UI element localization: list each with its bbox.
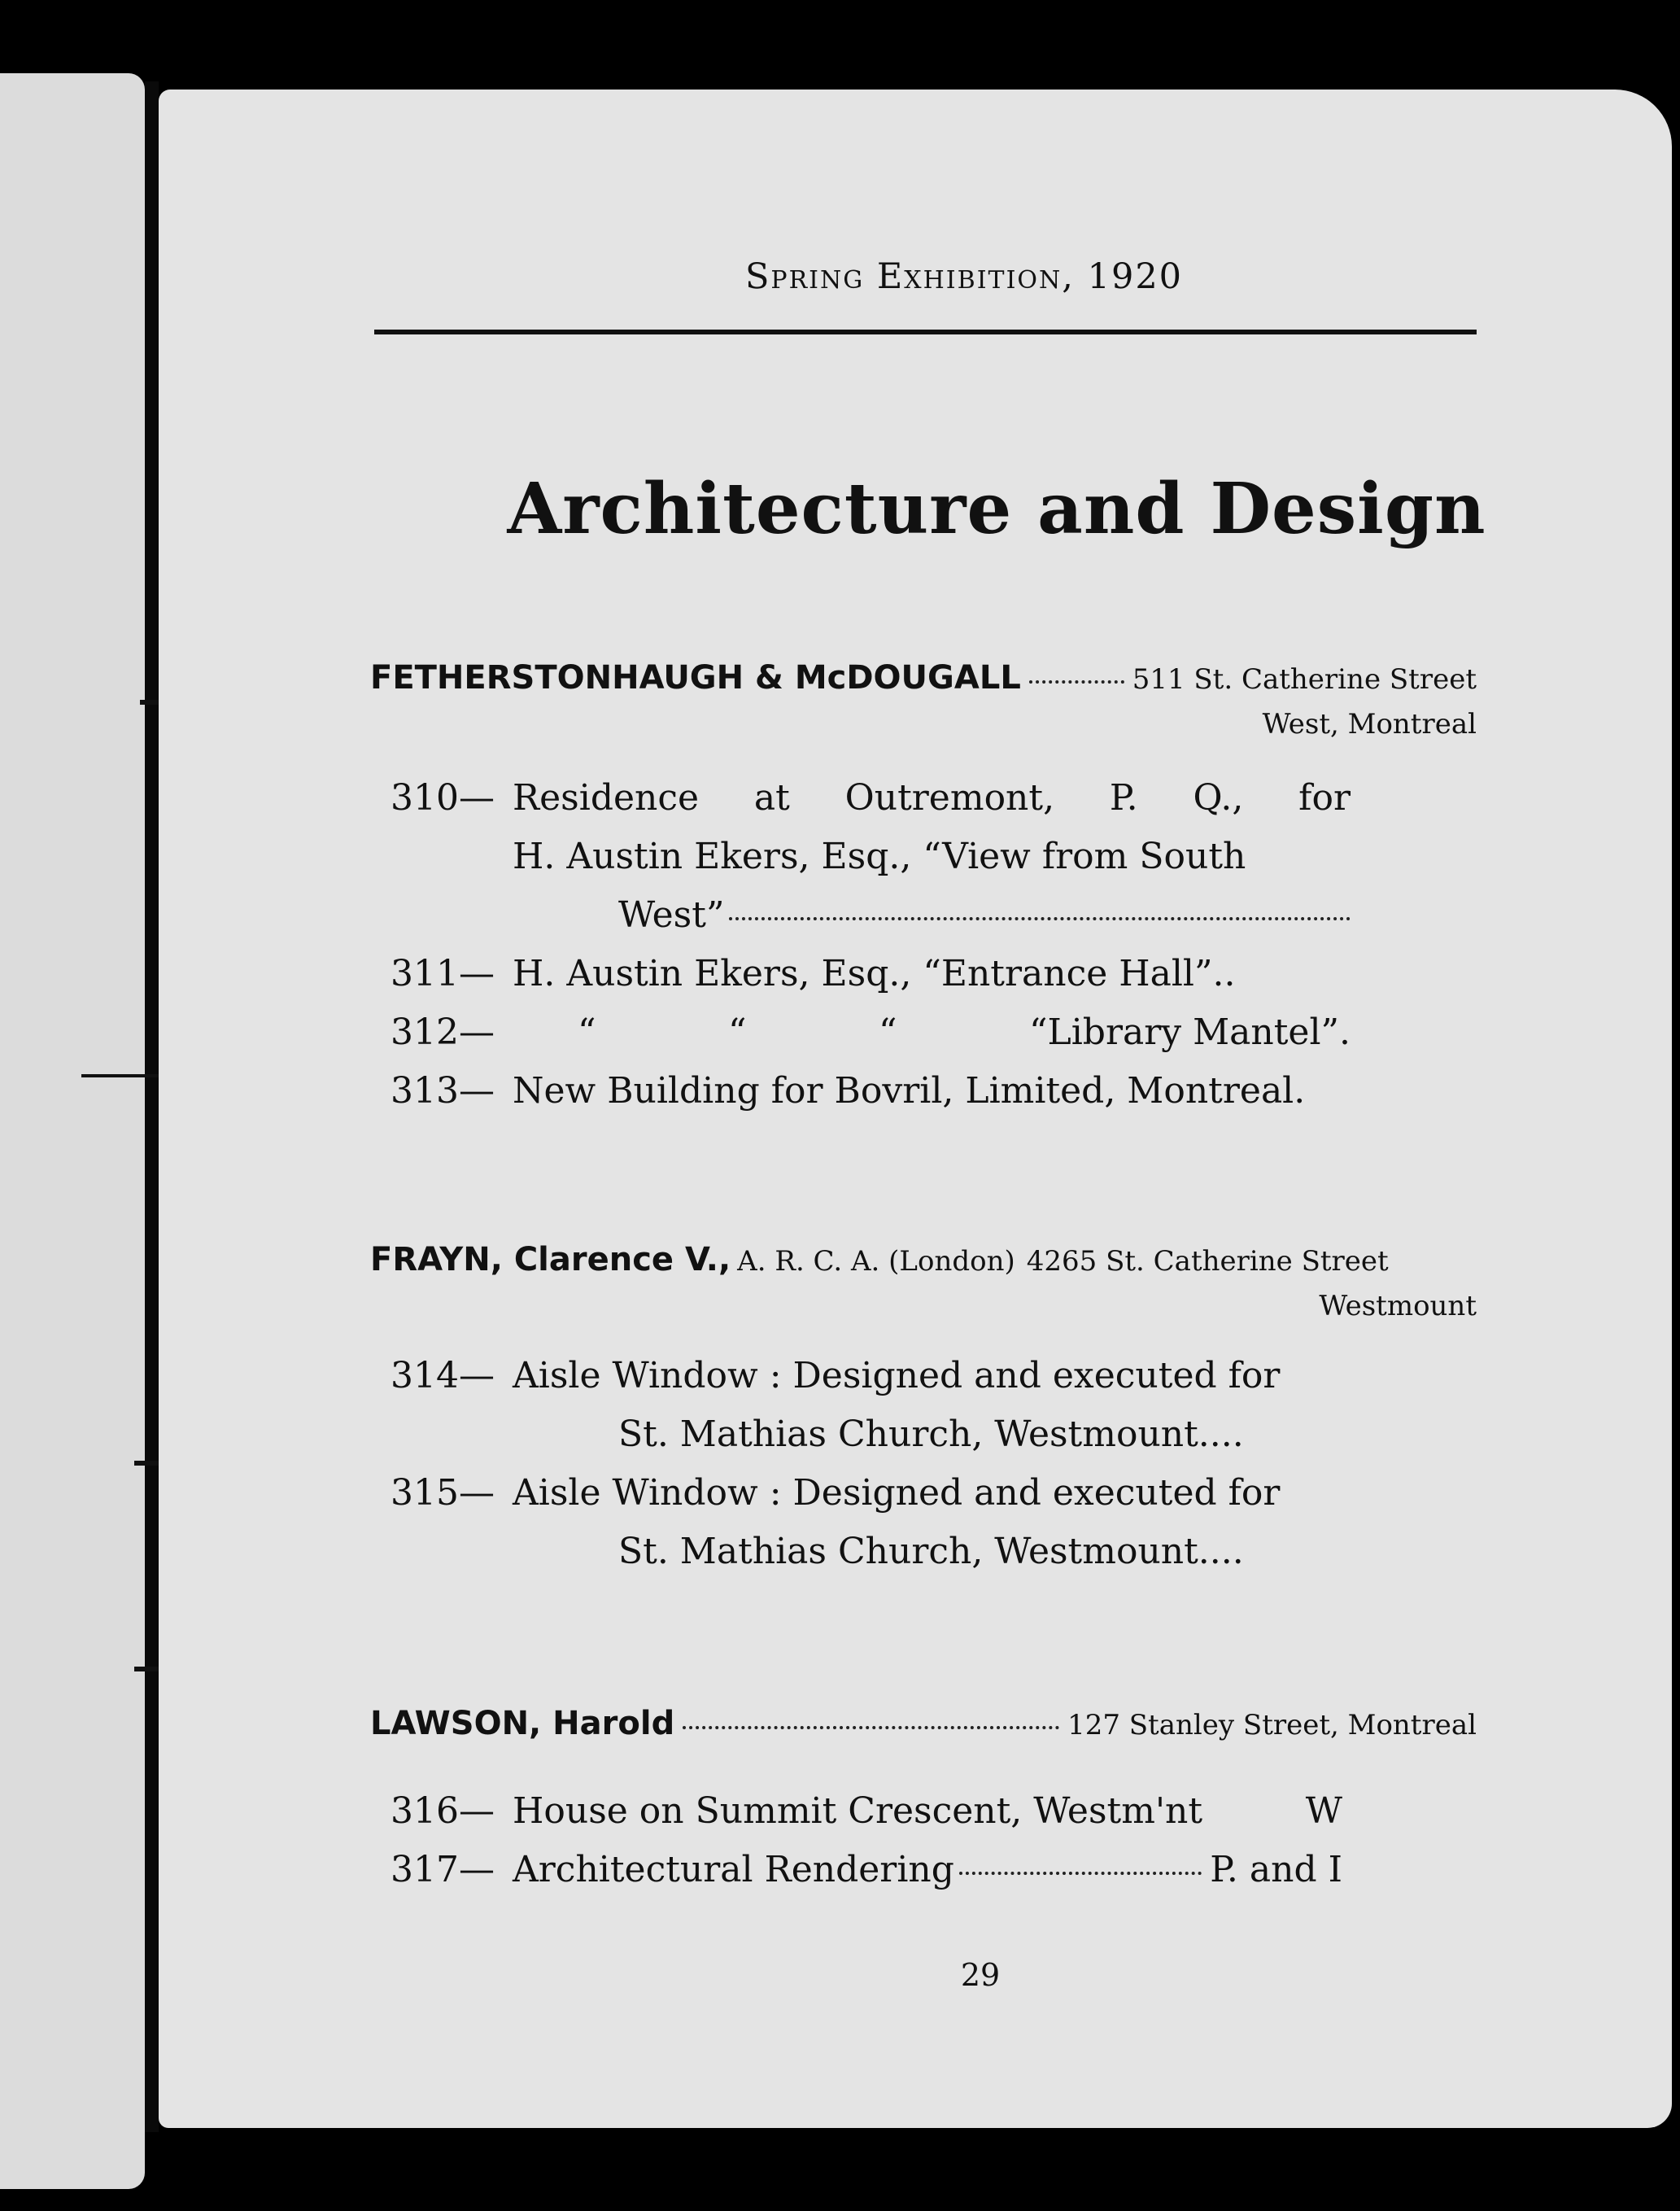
exhibit-title-line: St. Mathias Church, Westmount.... [618,1531,1244,1572]
exhibit-list [391,1347,1464,1581]
exhibit-number: 317— [391,1849,495,1890]
ditto-mark: “ [578,1012,596,1053]
exhibitor-qualification: A. R. C. A. (London) [737,1245,1015,1278]
exhibit-title-line [513,886,1464,945]
exhibit-item [391,1782,1464,1841]
exhibit-title-line: Residence at Outremont, P. Q., for [513,777,1351,819]
exhibitor-address: 511 St. Catherine Street [1132,663,1477,696]
exhibit-item [391,1464,1464,1581]
ditto-mark: “ [728,1012,747,1053]
exhibitor-lawson [370,1705,1477,1742]
exhibitor-address-line2: West, Montreal [1262,708,1477,741]
exhibit-number: 313— [391,1070,495,1112]
exhibitor-address: 4265 St. Catherine Street [1026,1245,1389,1278]
exhibit-number: 312— [391,1012,495,1053]
exhibit-list [391,1782,1464,1899]
running-header: Spring Exhibition, 1920 [744,256,1184,297]
exhibit-title-text: House on Summit Crescent, Westm'nt [513,1790,1203,1832]
ditto-mark: “ [879,1012,897,1053]
exhibit-medium: W [1305,1790,1342,1832]
exhibit-item [391,1347,1464,1464]
exhibit-medium: P. and I [1210,1849,1342,1890]
exhibit-number: 316— [391,1790,495,1832]
exhibitor-address: 127 Stanley Street, Montreal [1067,1709,1477,1741]
catalogue-page [159,90,1672,2128]
exhibit-title-line: Aisle Window : Designed and executed for [513,1355,1281,1396]
exhibit-item [391,1003,1464,1062]
exhibit-title [513,1841,1464,1899]
header-rule [374,330,1477,334]
exhibitor-frayn [370,1241,1477,1322]
exhibit-title: H. Austin Ekers, Esq., “Entrance Hall”.. [513,953,1236,994]
exhibit-number: 310— [391,777,495,819]
exhibit-title [513,1464,1464,1581]
exhibit-title-line: Aisle Window : Designed and executed for [513,1472,1281,1514]
leader-dots [729,917,1351,920]
exhibit-number: 315— [391,1472,495,1514]
exhibit-item [391,945,1464,1003]
section-title: Architecture and Design [507,468,1486,550]
exhibit-title-text: West” [618,894,725,936]
exhibit-title [513,1003,1464,1062]
exhibit-item [391,769,1464,945]
ditto-row [513,1003,1464,1062]
leader-dots [683,1726,1059,1729]
exhibit-item [391,1841,1464,1899]
exhibit-number: 314— [391,1355,495,1396]
exhibit-title [513,1782,1464,1841]
exhibitor-name: LAWSON, Harold [370,1705,675,1742]
exhibit-title-line: St. Mathias Church, Westmount.... [618,1414,1244,1455]
exhibit-title [513,769,1464,945]
exhibit-number: 311— [391,953,495,994]
exhibit-title-line: H. Austin Ekers, Esq., “View from South [513,836,1246,877]
exhibit-title: New Building for Bovril, Limited, Montreal. [513,1070,1306,1112]
facing-page-edge [0,73,145,2189]
exhibit-title [513,1347,1464,1464]
exhibit-title-text: Architectural Rendering [513,1849,954,1890]
exhibitor-fetherstonhaugh [370,659,1477,741]
exhibitor-name: FETHERSTONHAUGH & McDOUGALL [370,659,1021,697]
leader-dots [1029,680,1124,684]
exhibit-list [391,769,1464,1121]
exhibit-item [391,1062,1464,1121]
leader-dots [959,1872,1202,1875]
exhibit-title-text: “Library Mantel”. [1029,1012,1351,1053]
exhibitor-name: FRAYN, Clarence V., [370,1241,731,1278]
book-gutter [145,81,159,2132]
page-number: 29 [960,1957,1001,1993]
exhibitor-address-line2: Westmount [1319,1290,1477,1322]
